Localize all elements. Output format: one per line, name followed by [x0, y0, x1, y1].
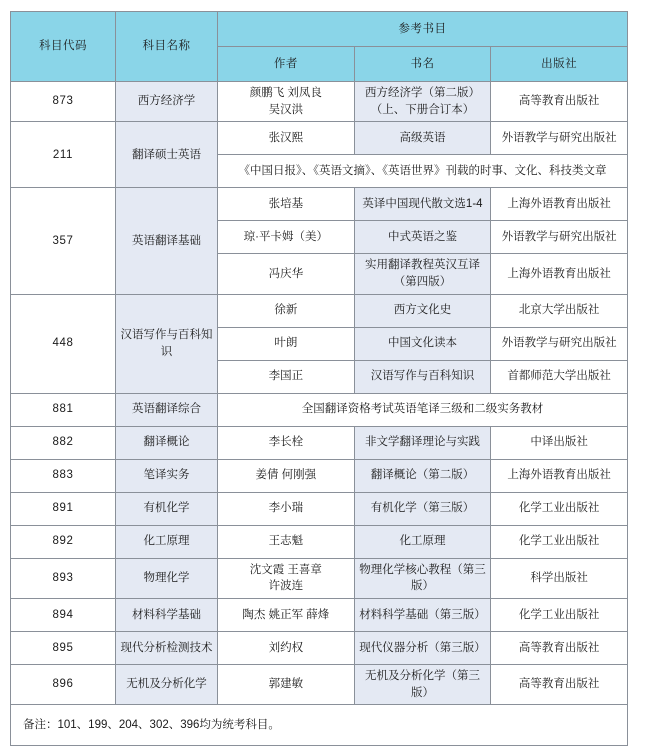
cell-book-title: 材料科学基础（第三版）	[354, 599, 491, 632]
cell-subject-name: 英语翻译基础	[116, 188, 218, 294]
cell-subject-name: 无机及分析化学	[116, 665, 218, 705]
cell-subject-code: 892	[11, 525, 116, 558]
cell-subject-code: 883	[11, 459, 116, 492]
cell-subject-code: 896	[11, 665, 116, 705]
cell-publisher: 上海外语教育出版社	[491, 188, 628, 221]
cell-book-title: 有机化学（第三版）	[354, 492, 491, 525]
cell-publisher: 外语教学与研究出版社	[491, 122, 628, 155]
cell-subject-name: 物理化学	[116, 558, 218, 598]
cell-author: 徐新	[218, 294, 355, 327]
table-body	[11, 82, 628, 746]
cell-publisher: 首都师范大学出版社	[491, 360, 628, 393]
cell-subject-name: 汉语写作与百科知识	[116, 294, 218, 393]
cell-book-title: 非文学翻译理论与实践	[354, 426, 491, 459]
cell-subject-code: 895	[11, 632, 116, 665]
cell-subject-code: 891	[11, 492, 116, 525]
cell-publisher: 中译出版社	[491, 426, 628, 459]
table-row	[11, 525, 628, 558]
cell-subject-name: 现代分析检测技术	[116, 632, 218, 665]
cell-subject-code: 881	[11, 393, 116, 426]
cell-author: 张培基	[218, 188, 355, 221]
cell-author: 张汉熙	[218, 122, 355, 155]
cell-book-title: 汉语写作与百科知识	[354, 360, 491, 393]
cell-book-title: 实用翻译教程英汉互译（第四版）	[354, 254, 491, 294]
cell-book-title: 翻译概论（第二版）	[354, 459, 491, 492]
cell-book-title: 物理化学核心教程（第三版）	[354, 558, 491, 598]
cell-publisher: 外语教学与研究出版社	[491, 221, 628, 254]
footer-note: 备注：101、199、204、302、396均为统考科目。	[11, 705, 628, 746]
cell-publisher: 外语教学与研究出版社	[491, 327, 628, 360]
column-header-subject-code: 科目代码	[11, 12, 116, 82]
cell-book-title: 英译中国现代散文选1-4	[354, 188, 491, 221]
column-header-publisher: 出版社	[491, 47, 628, 82]
cell-author: 李小瑞	[218, 492, 355, 525]
cell-author: 姜倩 何刚强	[218, 459, 355, 492]
cell-publisher: 高等教育出版社	[491, 665, 628, 705]
cell-subject-code: 882	[11, 426, 116, 459]
cell-publisher: 上海外语教育出版社	[491, 459, 628, 492]
cell-subject-code: 357	[11, 188, 116, 294]
cell-author: 颜鹏飞 刘凤良 吴汉洪	[218, 82, 355, 122]
cell-author: 郭建敏	[218, 665, 355, 705]
cell-subject-code: 894	[11, 599, 116, 632]
cell-subject-name: 材料科学基础	[116, 599, 218, 632]
cell-book-title: 西方经济学（第二版） （上、下册合订本）	[354, 82, 491, 122]
column-header-author: 作者	[218, 47, 355, 82]
cell-subject-name: 化工原理	[116, 525, 218, 558]
cell-author: 琼·平卡姆（美）	[218, 221, 355, 254]
cell-publisher: 高等教育出版社	[491, 632, 628, 665]
column-header-book-title: 书名	[354, 47, 491, 82]
cell-book-title: 西方文化史	[354, 294, 491, 327]
table-row	[11, 393, 628, 426]
cell-subject-name: 翻译硕士英语	[116, 122, 218, 188]
cell-publisher: 化学工业出版社	[491, 599, 628, 632]
cell-author: 沈文霞 王喜章 许波连	[218, 558, 355, 598]
table-row	[11, 665, 628, 705]
cell-subject-name: 翻译概论	[116, 426, 218, 459]
cell-book-title: 化工原理	[354, 525, 491, 558]
table-row	[11, 426, 628, 459]
column-header-reference-books: 参考书目	[218, 12, 628, 47]
cell-author: 王志魁	[218, 525, 355, 558]
table-row	[11, 122, 628, 155]
cell-publisher: 化学工业出版社	[491, 492, 628, 525]
cell-publisher: 北京大学出版社	[491, 294, 628, 327]
cell-reference-note: 全国翻译资格考试英语笔译三级和二级实务教材	[218, 393, 628, 426]
cell-book-title: 中国文化读本	[354, 327, 491, 360]
table-row	[11, 459, 628, 492]
cell-subject-code: 211	[11, 122, 116, 188]
cell-subject-code: 448	[11, 294, 116, 393]
cell-author: 陶杰 姚正军 薛烽	[218, 599, 355, 632]
cell-subject-name: 笔译实务	[116, 459, 218, 492]
cell-subject-name: 有机化学	[116, 492, 218, 525]
footer-note-row	[11, 705, 628, 746]
table-row	[11, 82, 628, 122]
cell-subject-name: 英语翻译综合	[116, 393, 218, 426]
cell-author: 刘约权	[218, 632, 355, 665]
table-header	[11, 12, 628, 82]
cell-subject-code: 873	[11, 82, 116, 122]
cell-book-title: 中式英语之鉴	[354, 221, 491, 254]
cell-author: 李国正	[218, 360, 355, 393]
cell-publisher: 化学工业出版社	[491, 525, 628, 558]
cell-publisher: 科学出版社	[491, 558, 628, 598]
table-row	[11, 632, 628, 665]
cell-book-title: 高级英语	[354, 122, 491, 155]
cell-author: 冯庆华	[218, 254, 355, 294]
cell-author: 李长栓	[218, 426, 355, 459]
cell-publisher: 高等教育出版社	[491, 82, 628, 122]
cell-book-title: 无机及分析化学（第三版）	[354, 665, 491, 705]
cell-book-title: 现代仪器分析（第三版）	[354, 632, 491, 665]
table-row	[11, 599, 628, 632]
cell-author: 叶朗	[218, 327, 355, 360]
cell-subject-code: 893	[11, 558, 116, 598]
cell-publisher: 上海外语教育出版社	[491, 254, 628, 294]
table-row	[11, 492, 628, 525]
column-header-subject-name: 科目名称	[116, 12, 218, 82]
cell-reference-note: 《中国日报》、《英语文摘》、《英语世界》刊载的时事、文化、科技类文章	[218, 155, 628, 188]
table-row	[11, 558, 628, 598]
table-row	[11, 294, 628, 327]
cell-subject-name: 西方经济学	[116, 82, 218, 122]
table-row	[11, 188, 628, 221]
header-row-primary	[11, 12, 628, 47]
reference-book-table	[10, 11, 628, 746]
